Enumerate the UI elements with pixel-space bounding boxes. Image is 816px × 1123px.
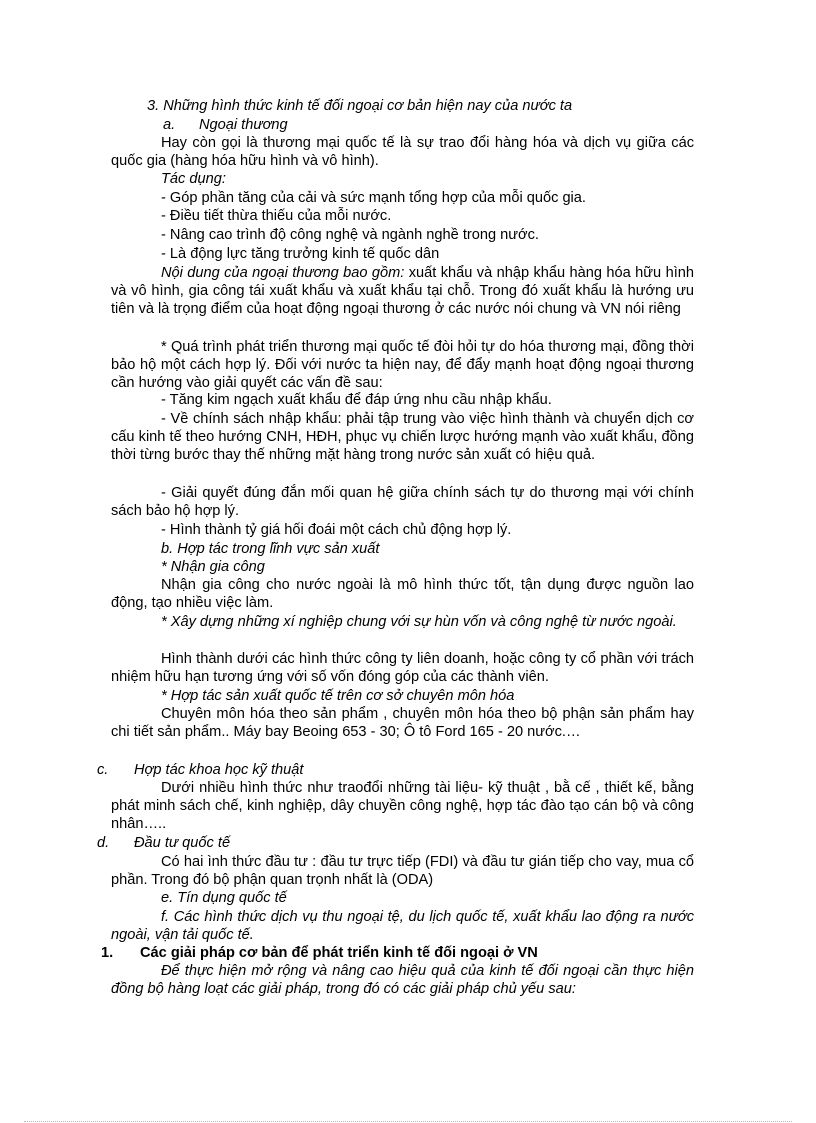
qua-trinh-paragraph: * Quá trình phát triển thương mại quốc tế đòi hỏi tự do hóa thương mại, đồng thời bảo hộ một cách hợp lý. Đối với nước ta hiện nay, để đẩy mạnh hoạt động ngoại thương cần hướng vào giải quyết các vấn đề sau: bbox=[111, 339, 694, 391]
section-1-intro: Để thực hiện mở rộng và nâng cao hiệu quả của kinh tế đối ngoại cần thực hiện đồng bộ hàng loạt các giải pháp, trong đó có các giải pháp chủ yếu sau: bbox=[111, 963, 694, 997]
chinh-sach-nhap-khau-paragraph: - Về chính sách nhập khẩu: phải tập trung vào việc hình thành và chuyển dịch cơ cấu kinh tế theo hướng CNH, HĐH, phục vụ chiến lược hướng mạnh vào xuất khẩu, đồng thời từng bước thay thế những mặt hàng trong nước sản xuất có hiệu quả. bbox=[111, 411, 694, 463]
section-1-title: Các giải pháp cơ bản để phát triển kinh tế đối ngoại ở VN bbox=[140, 945, 538, 961]
giai-quyet-paragraph: - Giải quyết đúng đắn mối quan hệ giữa chính sách tự do thương mại với chính sách bảo hộ hợp lý. bbox=[111, 485, 694, 519]
subsection-c-label: Hợp tác khoa học kỹ thuật bbox=[134, 762, 304, 778]
section-1-number: 1. bbox=[101, 945, 114, 961]
subsection-f-heading: f. Các hình thức dịch vụ thu ngoại tệ, du lịch quốc tế, xuất khẩu lao động ra nước ngoài, vận tải quốc tế. bbox=[111, 909, 694, 943]
section-3-heading: 3. Những hình thức kinh tế đối ngoại cơ bản hiện nay của nước ta bbox=[147, 98, 573, 114]
effect-item-4: - Là động lực tăng trưởng kinh tế quốc dân bbox=[161, 246, 440, 262]
ngoai-thuong-definition: Hay còn gọi là thương mại quốc tế là sự trao đổi hàng hóa và dịch vụ giữa các quốc gia (hàng hóa hữu hình và vô hình). bbox=[111, 135, 694, 169]
hop-tac-san-xuat-heading: * Hợp tác sản xuất quốc tế trên cơ sở chuyên môn hóa bbox=[161, 688, 515, 704]
hop-tac-khoa-hoc-paragraph: Dưới nhiều hình thức như traođổi những tài liệu- kỹ thuật , bằ cế , thiết kế, bằng phát minh sách chế, kinh nghiệp, dây chuyền công nghệ, hợp tác đào tạo cán bộ và công nhân….. bbox=[111, 780, 694, 832]
nhan-gia-cong-paragraph: Nhận gia công cho nước ngoài là mô hình thức tốt, tận dụng được nguồn lao động, tạo nhiều việc làm. bbox=[111, 577, 694, 611]
subsection-a-label: Ngoại thương bbox=[199, 117, 288, 133]
dau-tu-quoc-te-paragraph: Có hai ình thức đầu tư : đầu tư trực tiếp (FDI) và đầu tư gián tiếp cho vay, mua cổ phần. Trong đó bộ phận quan trọnh nhất là (ODA) bbox=[111, 854, 694, 888]
ty-gia-item: - Hình thành tỷ giá hối đoái một cách chủ động hợp lý. bbox=[161, 522, 512, 538]
subsection-e-heading: e. Tín dụng quốc tế bbox=[161, 890, 287, 906]
xay-dung-xi-nghiep-heading: * Xây dựng những xí nghiệp chung với sự hùn vốn và công nghệ từ nước ngoài. bbox=[161, 614, 677, 630]
subsection-d-number: d. bbox=[97, 835, 110, 851]
tang-kim-ngach-item: - Tăng kim ngạch xuất khẩu để đáp ứng nhu cầu nhập khẩu. bbox=[161, 392, 552, 408]
effect-item-3: - Nâng cao trình độ công nghệ và ngành nghề trong nước. bbox=[161, 227, 539, 243]
effect-item-2: - Điều tiết thừa thiếu của mỗi nước. bbox=[161, 208, 392, 224]
chuyen-mon-hoa-paragraph: Chuyên môn hóa theo sản phẩm , chuyên môn hóa theo bộ phận sản phẩm hay chi tiết sản phẩm.. Máy bay Beoing 653 - 30; Ô tô Ford 165 - 20 nước.… bbox=[111, 706, 694, 740]
noi-dung-paragraph bbox=[111, 264, 694, 318]
noi-dung-text: xuất khẩu và nhập khẩu hàng hóa hữu hình và vô hình, gia công tái xuất khẩu và xuất khẩu tại chỗ. Trong đó xuất khẩu là hướng ưu tiên và là trọng điểm của hoạt động ngoại thương ở các nước nói chung và VN nói riêng bbox=[111, 265, 694, 317]
subsection-c-number: c. bbox=[97, 762, 109, 778]
subsection-a-number: a. bbox=[163, 117, 176, 133]
noi-dung-lead: Nội dung của ngoại thương bao gồm: bbox=[161, 265, 405, 281]
subsection-b-heading: b. Hợp tác trong lĩnh vực sản xuất bbox=[161, 541, 380, 557]
hinh-thanh-paragraph: Hình thành dưới các hình thức công ty liên doanh, hoặc công ty cổ phần với trách nhiệm hữu hạn tương ứng với số vốn đóng góp của các thành viên. bbox=[111, 651, 694, 685]
page-bottom-rule bbox=[24, 1121, 792, 1122]
tac-dung-label: Tác dụng: bbox=[161, 171, 226, 187]
nhan-gia-cong-heading: * Nhận gia công bbox=[161, 559, 265, 575]
subsection-d-label: Đầu tư quốc tế bbox=[134, 835, 231, 851]
effect-item-1: - Góp phần tăng của cải và sức mạnh tổng hợp của mỗi quốc gia. bbox=[161, 190, 586, 206]
